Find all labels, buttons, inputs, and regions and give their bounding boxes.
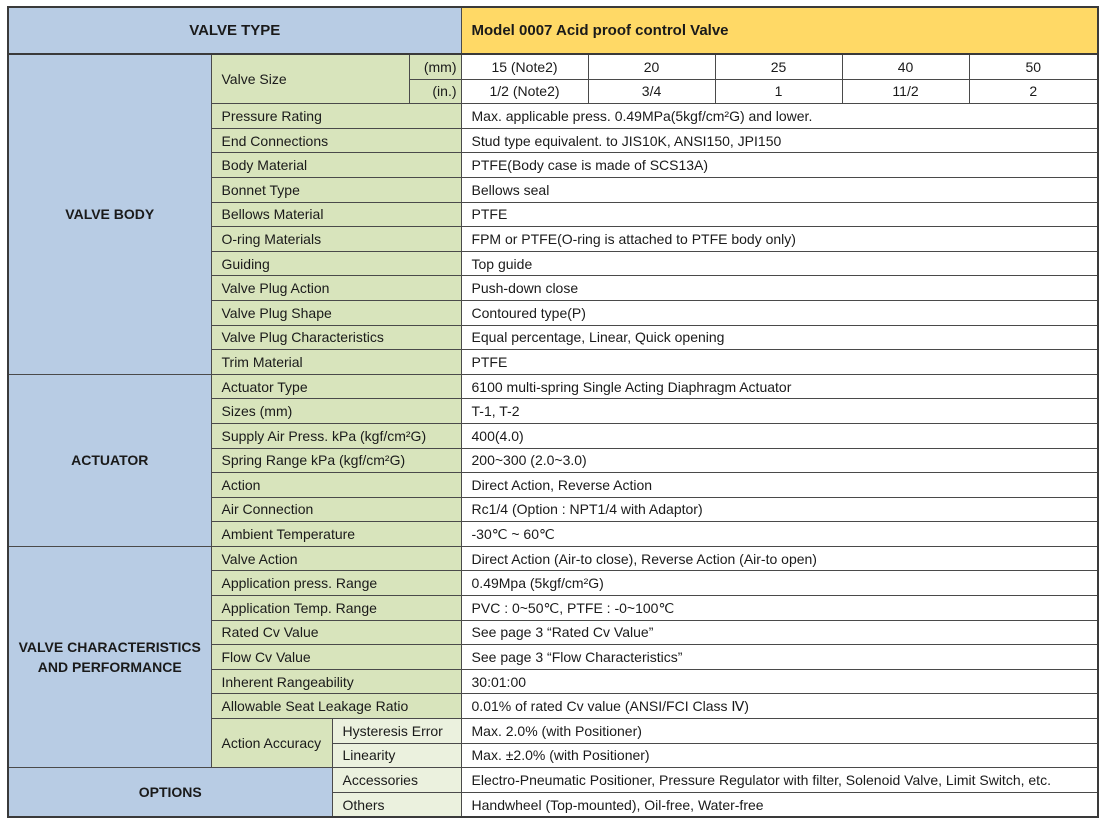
row-value: FPM or PTFE(O-ring is attached to PTFE body only)	[461, 227, 1098, 252]
action-accuracy-label: Action Accuracy	[211, 719, 332, 768]
spec-sheet	[7, 6, 1099, 818]
row-label: End Connections	[211, 128, 461, 153]
size-in-value: 2	[969, 79, 1098, 104]
linearity-label: Linearity	[332, 743, 461, 768]
row-value: PVC : 0~50℃, PTFE : -0~100℃	[461, 596, 1098, 621]
row-label: Spring Range kPa (kgf/cm²G)	[211, 448, 461, 473]
row-value: Top guide	[461, 251, 1098, 276]
row-value: Stud type equivalent. to JIS10K, ANSI150, JPI150	[461, 128, 1098, 153]
spec-table	[7, 6, 1099, 818]
row-value: Max. applicable press. 0.49MPa(5kgf/cm²G) and lower.	[461, 104, 1098, 129]
accessories-value: Electro-Pneumatic Positioner, Pressure Regulator with filter, Solenoid Valve, Limit Switch, etc.	[461, 768, 1098, 793]
model-title: Model 0007 Acid proof control Valve	[461, 7, 1098, 54]
row-value: Direct Action (Air-to close), Reverse Action (Air-to open)	[461, 546, 1098, 571]
row-label: Bellows Material	[211, 202, 461, 227]
others-value: Handwheel (Top-mounted), Oil-free, Water-free	[461, 792, 1098, 817]
size-in-value: 3/4	[588, 79, 715, 104]
row-value: Push-down close	[461, 276, 1098, 301]
actuator-category: ACTUATOR	[8, 374, 211, 546]
row-value: Rc1/4 (Option : NPT1/4 with Adaptor)	[461, 497, 1098, 522]
row-value: Direct Action, Reverse Action	[461, 473, 1098, 498]
row-label: Allowable Seat Leakage Ratio	[211, 694, 461, 719]
size-mm-value: 20	[588, 54, 715, 79]
row-value: 30:01:00	[461, 669, 1098, 694]
category-line: VALVE CHARACTERISTICS	[18, 639, 201, 656]
size-in-value: 1	[715, 79, 842, 104]
table-row	[8, 374, 1098, 399]
size-mm-value: 50	[969, 54, 1098, 79]
category-line: AND PERFORMANCE	[37, 659, 182, 676]
row-value: See page 3 “Flow Characteristics”	[461, 645, 1098, 670]
valve-size-label: Valve Size	[211, 54, 409, 104]
mm-unit: (mm)	[409, 54, 461, 79]
size-in-value: 11/2	[842, 79, 969, 104]
header-row	[8, 7, 1098, 54]
row-label: Body Material	[211, 153, 461, 178]
row-label: Trim Material	[211, 350, 461, 375]
row-value: See page 3 “Rated Cv Value”	[461, 620, 1098, 645]
size-mm-value: 40	[842, 54, 969, 79]
row-label: O-ring Materials	[211, 227, 461, 252]
valve-body-category: VALVE BODY	[8, 54, 211, 374]
row-label: Rated Cv Value	[211, 620, 461, 645]
row-value: -30℃ ~ 60℃	[461, 522, 1098, 547]
table-row	[8, 546, 1098, 571]
row-label: Bonnet Type	[211, 177, 461, 202]
size-in-value: 1/2 (Note2)	[461, 79, 588, 104]
in-unit: (in.)	[409, 79, 461, 104]
options-category: OPTIONS	[8, 768, 332, 818]
hysteresis-value: Max. 2.0% (with Positioner)	[461, 719, 1098, 744]
row-label: Ambient Temperature	[211, 522, 461, 547]
size-mm-value: 15 (Note2)	[461, 54, 588, 79]
row-label: Application Temp. Range	[211, 596, 461, 621]
row-label: Valve Plug Shape	[211, 300, 461, 325]
row-label: Flow Cv Value	[211, 645, 461, 670]
row-label: Valve Plug Action	[211, 276, 461, 301]
row-value: PTFE	[461, 350, 1098, 375]
characteristics-category	[8, 546, 211, 767]
accessories-label: Accessories	[332, 768, 461, 793]
row-label: Action	[211, 473, 461, 498]
row-label: Actuator Type	[211, 374, 461, 399]
row-label: Sizes (mm)	[211, 399, 461, 424]
valve-type-header: VALVE TYPE	[8, 7, 461, 54]
row-value: 0.49Mpa (5kgf/cm²G)	[461, 571, 1098, 596]
row-value: 0.01% of rated Cv value (ANSI/FCI Class Ⅳ)	[461, 694, 1098, 719]
linearity-value: Max. ±2.0% (with Positioner)	[461, 743, 1098, 768]
valve-size-mm-row	[8, 54, 1098, 79]
row-value: T-1, T-2	[461, 399, 1098, 424]
row-value: PTFE	[461, 202, 1098, 227]
row-value: Bellows seal	[461, 177, 1098, 202]
row-label: Air Connection	[211, 497, 461, 522]
row-label: Pressure Rating	[211, 104, 461, 129]
others-label: Others	[332, 792, 461, 817]
row-label: Valve Action	[211, 546, 461, 571]
row-value: 200~300 (2.0~3.0)	[461, 448, 1098, 473]
row-label: Guiding	[211, 251, 461, 276]
row-value: Contoured type(P)	[461, 300, 1098, 325]
row-label: Application press. Range	[211, 571, 461, 596]
row-value: PTFE(Body case is made of SCS13A)	[461, 153, 1098, 178]
table-row	[8, 768, 1098, 793]
size-mm-value: 25	[715, 54, 842, 79]
row-label: Inherent Rangeability	[211, 669, 461, 694]
row-label: Supply Air Press. kPa (kgf/cm²G)	[211, 423, 461, 448]
hysteresis-label: Hysteresis Error	[332, 719, 461, 744]
row-value: Equal percentage, Linear, Quick opening	[461, 325, 1098, 350]
row-label: Valve Plug Characteristics	[211, 325, 461, 350]
row-value: 400(4.0)	[461, 423, 1098, 448]
row-value: 6100 multi-spring Single Acting Diaphragm Actuator	[461, 374, 1098, 399]
